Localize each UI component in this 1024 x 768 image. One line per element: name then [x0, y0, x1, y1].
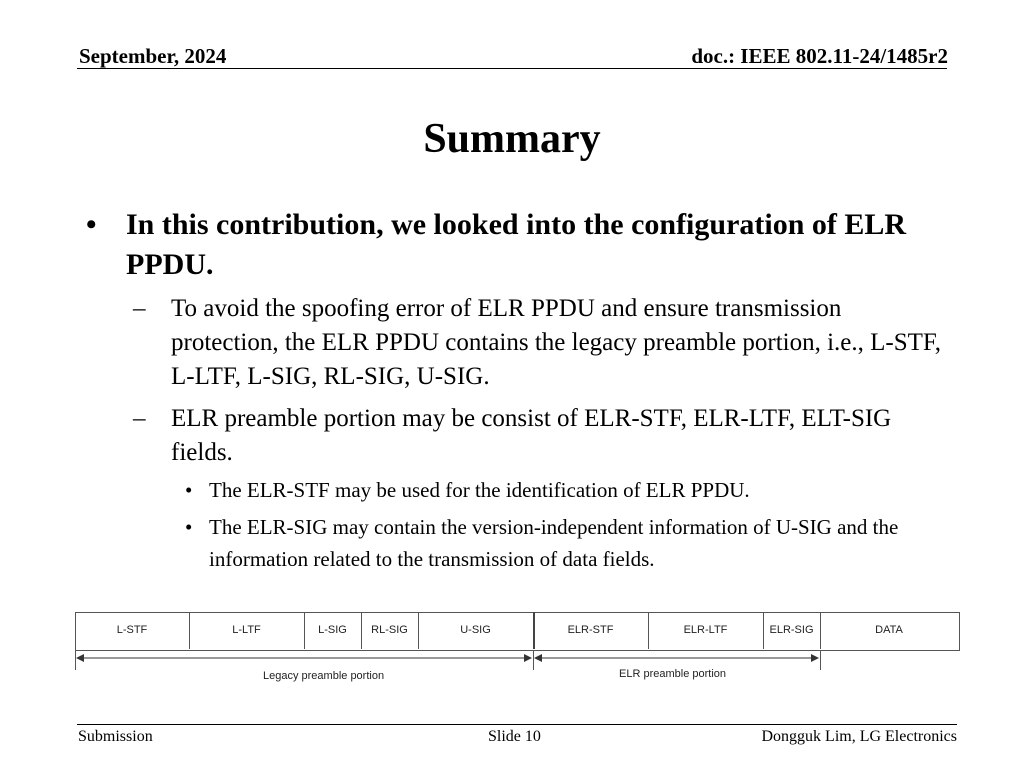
field-elr-stf: ELR-STF — [567, 624, 614, 636]
main-bullet: In this contribution, we looked into the configuration of ELR PPDU. — [126, 208, 907, 281]
small-bullet-marker: • — [185, 515, 193, 539]
dash-marker: – — [133, 295, 146, 322]
slide-number: Slide 10 — [488, 728, 541, 745]
slide-title: Summary — [423, 116, 601, 162]
bullet-marker: • — [86, 208, 97, 241]
dash-marker: – — [133, 405, 146, 432]
field-elr-sig: ELR-SIG — [769, 624, 814, 636]
elr-preamble-label: ELR preamble portion — [619, 668, 727, 680]
field-data: DATA — [875, 624, 903, 636]
field-l-sig: L-SIG — [318, 624, 347, 636]
footer-author: Dongguk Lim, LG Electronics — [761, 728, 957, 745]
header-doc-id: doc.: IEEE 802.11-24/1485r2 — [691, 44, 948, 68]
field-rl-sig: RL-SIG — [371, 624, 408, 636]
footer-submission: Submission — [78, 728, 153, 745]
sub-sub-bullet-elr-stf: The ELR-STF may be used for the identification of ELR PPDU. — [209, 478, 750, 502]
sub-bullet-elr-preamble: ELR preamble portion may be consist of ELR-STF, ELR-LTF, ELT-SIG fields. — [171, 405, 892, 466]
legacy-preamble-label: Legacy preamble portion — [263, 670, 385, 682]
field-u-sig: U-SIG — [460, 624, 491, 636]
field-elr-ltf: ELR-LTF — [683, 624, 728, 636]
header-date: September, 2024 — [79, 44, 227, 68]
footer-divider — [77, 724, 957, 725]
field-l-ltf: L-LTF — [232, 624, 261, 636]
small-bullet-marker: • — [185, 478, 193, 502]
sub-sub-bullet-elr-sig: The ELR-SIG may contain the version-independent information of U-SIG and the information related to the transmission of data fields. — [209, 515, 899, 571]
field-l-stf: L-STF — [116, 624, 148, 636]
sub-bullet-legacy: To avoid the spoofing error of ELR PPDU and ensure transmission protection, the ELR PPDU contains the legacy preamble portion, i.e., L-STF, L-LTF, L-SIG, RL-SIG, U-SIG. — [171, 295, 942, 390]
